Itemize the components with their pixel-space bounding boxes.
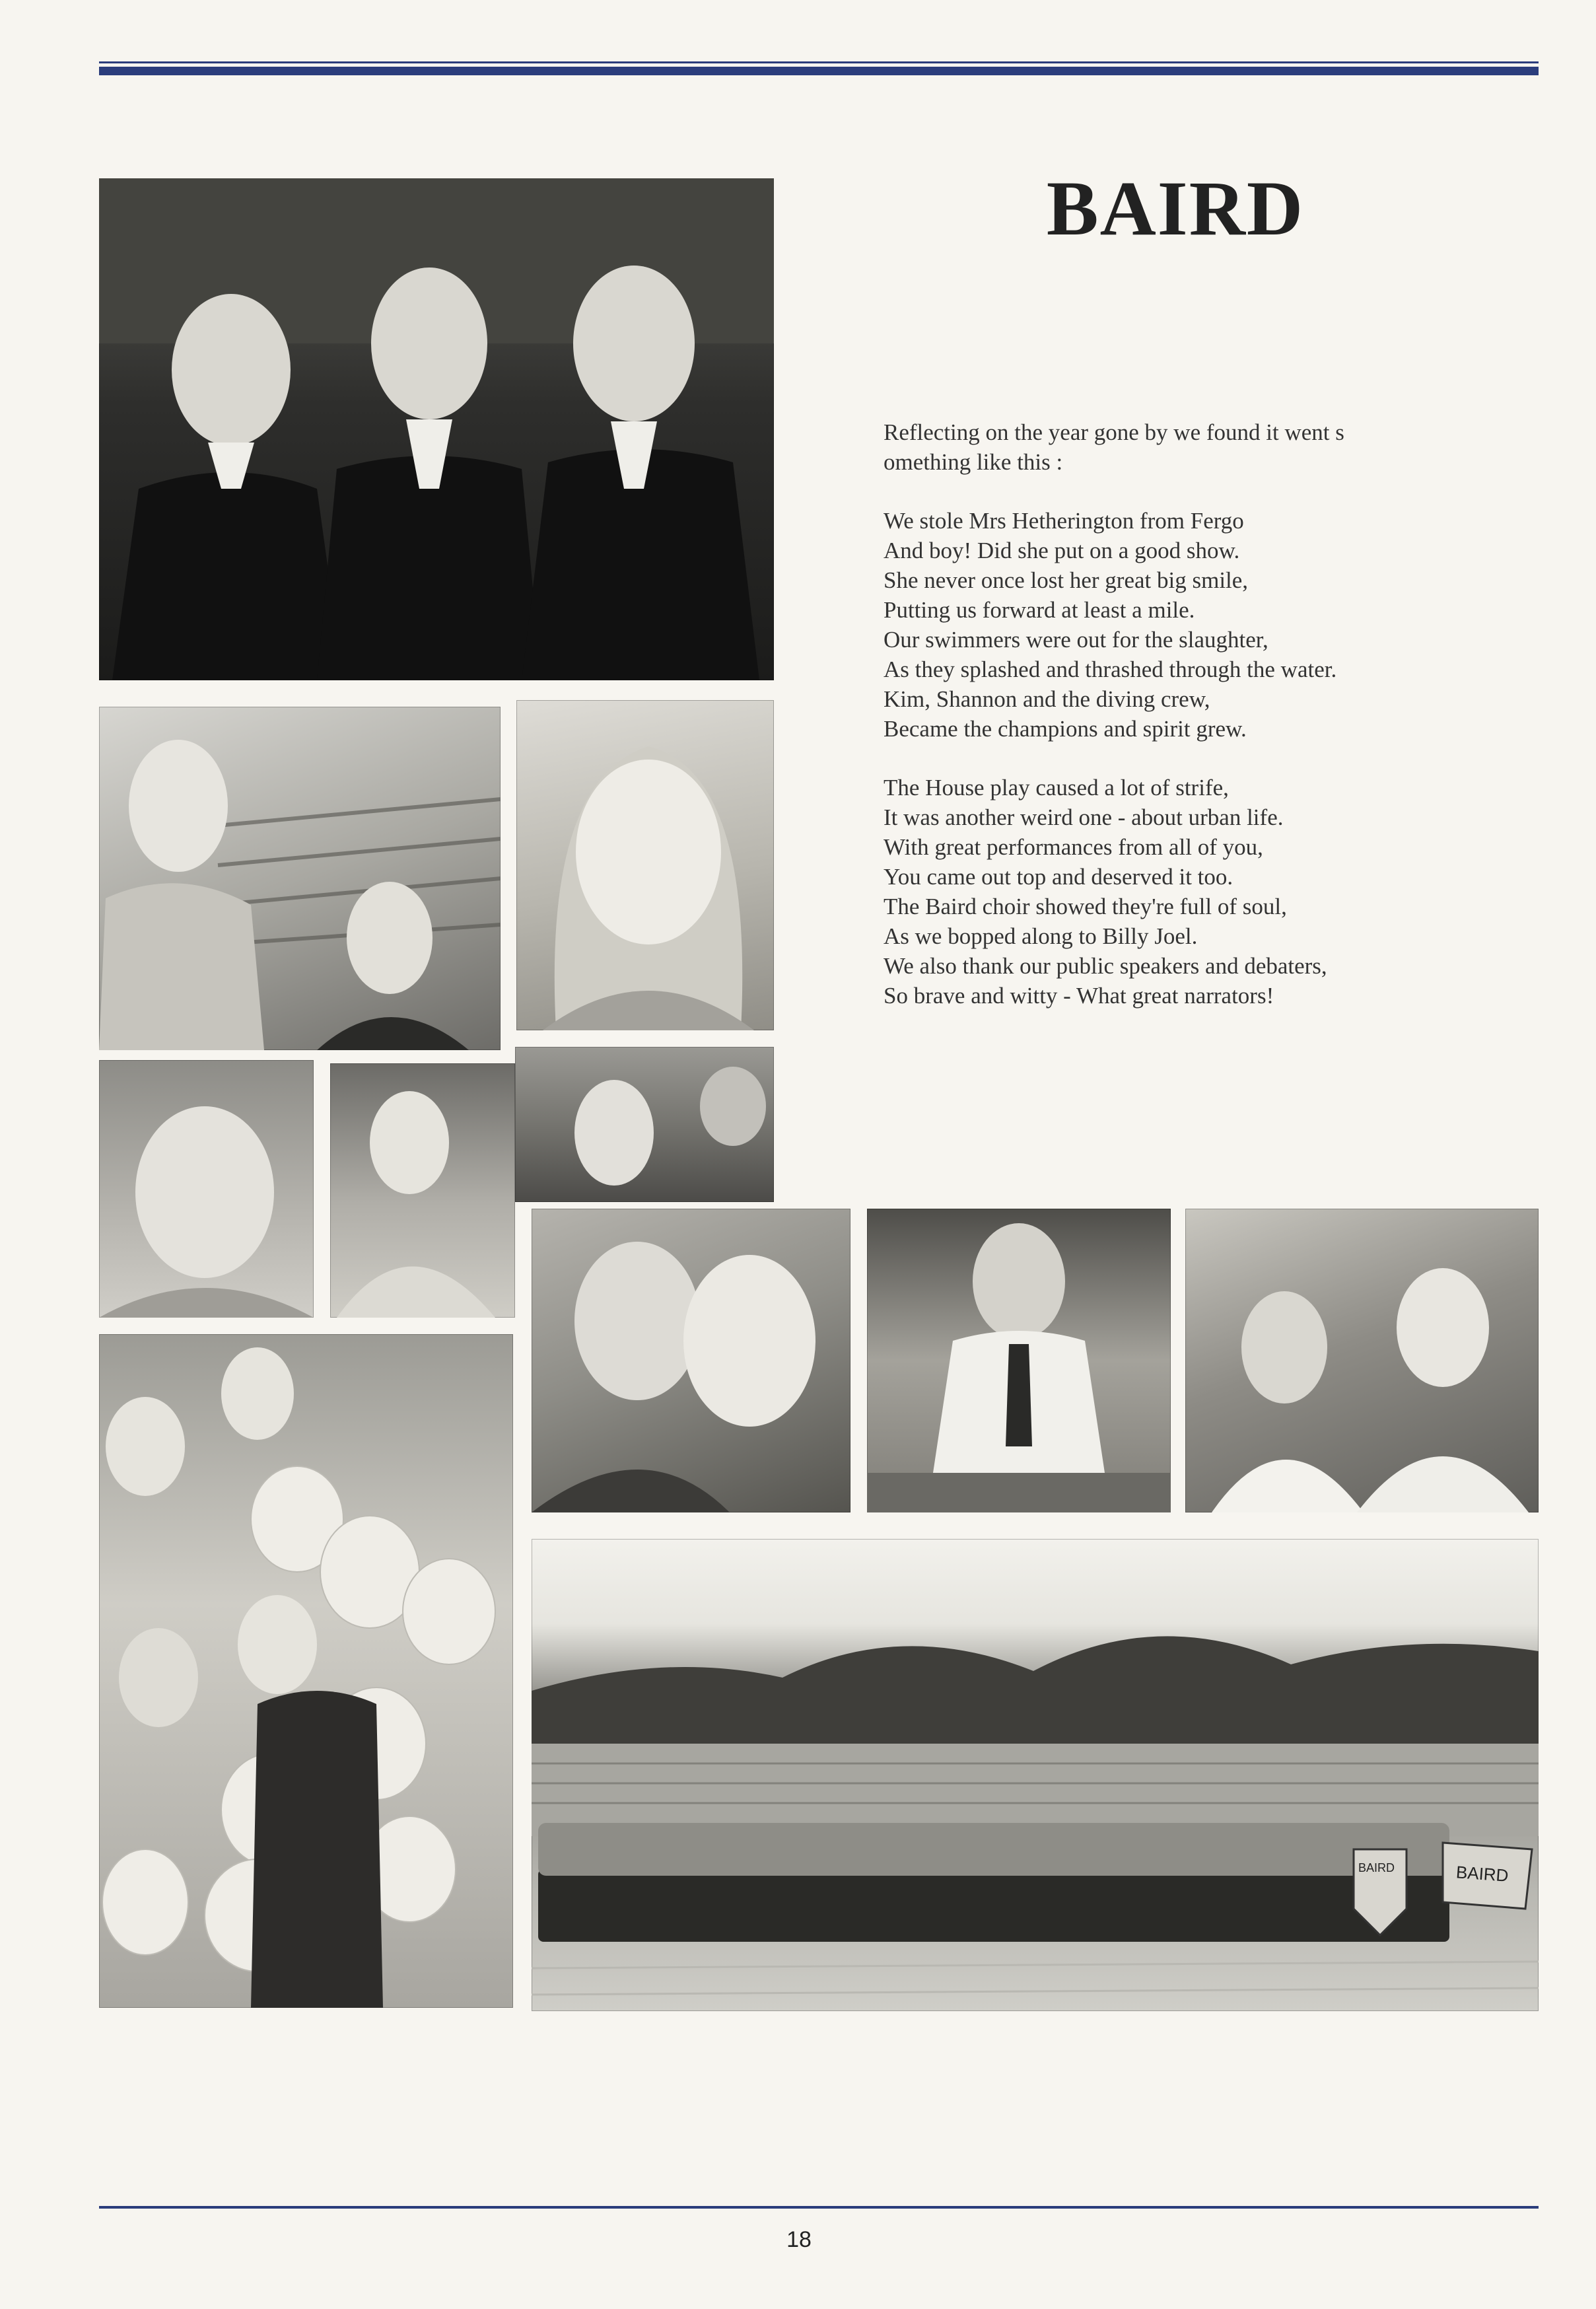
photo-student-in-crowd: [330, 1063, 515, 1318]
poem-line: The Baird choir showed they're full of soul,: [884, 894, 1287, 919]
poem-line: The House play caused a lot of strife,: [884, 775, 1229, 800]
poem-line: So brave and witty - What great narrators!: [884, 983, 1274, 1009]
poem-line: As they splashed and thrashed through the water.: [884, 657, 1337, 682]
bottom-rule: [99, 2206, 1539, 2209]
photo-two-students-sitting: [1185, 1209, 1539, 1512]
poem-line: It was another weird one - about urban life.: [884, 804, 1284, 830]
poem-intro: [884, 417, 1498, 477]
photo-student-smiling-crowd: [515, 1047, 774, 1202]
poem-line: We also thank our public speakers and debaters,: [884, 953, 1327, 979]
poem-stanza-1: [884, 506, 1498, 744]
photo-smiling-student-long-hair: [516, 700, 774, 1030]
top-rule-thin: [99, 61, 1539, 63]
page-heading: BAIRD: [1046, 165, 1305, 252]
poem-line: As we bopped along to Billy Joel.: [884, 923, 1198, 949]
photo-student-with-tie: [867, 1209, 1171, 1512]
poem-line: You came out top and deserved it too.: [884, 864, 1233, 890]
top-rule-thick: [99, 67, 1539, 75]
poem-line: We stole Mrs Hetherington from Fergo: [884, 508, 1244, 534]
poem-stanza-2: [884, 773, 1498, 1011]
poem-line: omething like this :: [884, 449, 1063, 475]
banner-label-2: BAIRD: [1455, 1862, 1509, 1886]
poem-line: She never once lost her great big smile,: [884, 567, 1249, 593]
poem-line: With great performances from all of you,: [884, 834, 1263, 860]
banner-label-1: BAIRD: [1358, 1861, 1395, 1874]
poem-line: Reflecting on the year gone by we found it went s: [884, 419, 1344, 445]
poem-line: And boy! Did she put on a good show.: [884, 538, 1240, 563]
poem-line: Became the champions and spirit grew.: [884, 716, 1247, 742]
photo-students-stadium-seats: [99, 707, 501, 1050]
poem-line: Putting us forward at least a mile.: [884, 597, 1195, 623]
photo-march-past-stadium: [532, 1539, 1539, 2011]
poem-text: [884, 417, 1498, 1040]
page-number: 18: [786, 2227, 812, 2252]
poem-line: Our swimmers were out for the slaughter,: [884, 627, 1268, 653]
poem-line: Kim, Shannon and the diving crew,: [884, 686, 1210, 712]
photo-student-closeup: [99, 1060, 314, 1318]
photo-students-with-balloons: [99, 1334, 513, 2008]
photo-three-students-blazers: [99, 178, 774, 680]
photo-two-students-hugging: [532, 1209, 850, 1512]
